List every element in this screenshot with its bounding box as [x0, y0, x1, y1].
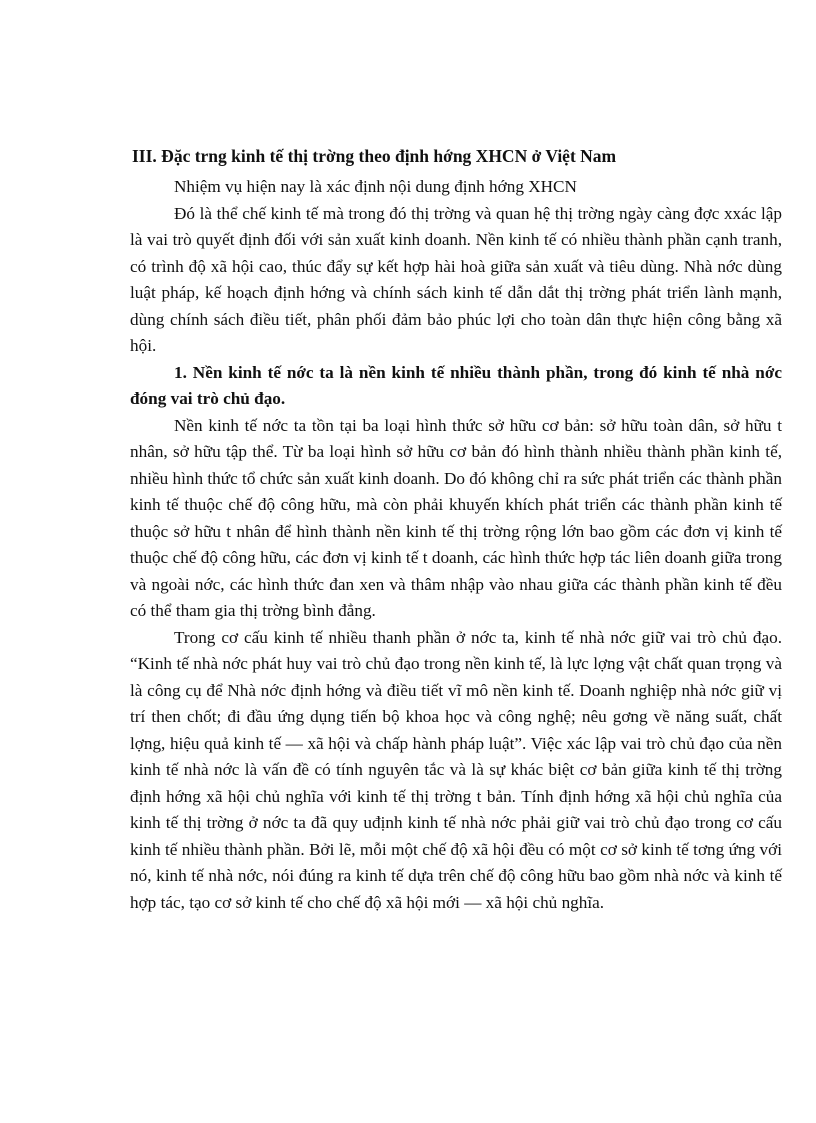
paragraph-1: Đó là thể chế kinh tế mà trong đó thị trờng và quan hệ thị trờng ngày càng đợc xxác lập là vai trò quyết định đối với sản xuất kinh doanh. Nền kinh tế có nhiều thành phần cạnh tranh, có trình độ xã hội cao, thúc đẩy sự kết hợp hài hoà giữa sản xuất và tiêu dùng. Nhà nớc dùng luật pháp, kế hoạch định hớng và chính sách kinh tế dẫn dắt thị trờng phát triển lành mạnh, dùng chính sách điều tiết, phân phối đảm bảo phúc lợi cho toàn dân thực hiện công bằng xã hội. — [130, 203, 782, 355]
section-heading: III. Đặc trng kinh tế thị trờng theo định hớng XHCN ở Việt Nam — [132, 146, 617, 166]
subheading-1: 1. Nền kinh tế nớc ta là nền kinh tế nhiều thành phần, trong đó kinh tế nhà nớc đóng vai trò chủ đạo. — [130, 362, 782, 408]
document-body — [130, 143, 782, 916]
paragraph-2: Nền kinh tế nớc ta tồn tại ba loại hình thức sở hữu cơ bản: sở hữu toàn dân, sở hữu t nhân, sở hữu tập thể. Từ ba loại hình sở hữu cơ bản đó hình thành nhiều thành phần kinh tế, nhiều hình thức tổ chức sản xuất kinh doanh. Do đó không chỉ ra sức phát triển các thành phần kinh tế thuộc chế độ công hữu, mà còn phải khuyến khích phát triển các thành phần kinh tế thuộc sở hữu t nhân để hình thành nền kinh tế thị trờng rộng lớn bao gồm các đơn vị kinh tế thuộc chế độ công hữu, các đơn vị kinh tế t doanh, các hình thức hợp tác liên doanh giữa trong và ngoài nớc, các hình thức đan xen và thâm nhập vào nhau giữa các thành phần kinh tế đều có thể tham gia thị trờng bình đẳng. — [130, 415, 782, 620]
intro-line: Nhiệm vụ hiện nay là xác định nội dung định hớng XHCN — [174, 177, 577, 196]
paragraph-3: Trong cơ cấu kinh tế nhiều thanh phần ở nớc ta, kinh tế nhà nớc giữ vai trò chủ đạo. “Kinh tế nhà nớc phát huy vai trò chủ đạo trong nền kinh tế, là lực lợng vật chất quan trọng và là công cụ để Nhà nớc định hớng và điều tiết vĩ mô nền kinh tế. Doanh nghiệp nhà nớc giữ vị trí then chốt; đi đầu ứng dụng tiến bộ khoa học và công nghệ; nêu gơng về năng suất, chất lợng, hiệu quả kinh tế — xã hội và chấp hành pháp luật”. Việc xác lập vai trò chủ đạo của nền kinh tế nhà nớc là vấn đề có tính nguyên tắc và là sự khác biệt cơ bản giữa kinh tế thị trờng định hớng xã hội chủ nghĩa với kinh tế thị trờng t bản. Tính định hớng xã hội chủ nghĩa của kinh tế thị trờng ở nớc ta đã quy uđịnh kinh tế nhà nớc phải giữ vai trò chủ đạo trong cơ cấu kinh tế nhiều thành phần. Bởi lẽ, mỗi một chế độ xã hội đều có một cơ sở kinh tế tơng ứng với nó, kinh tế nhà nớc, nói đúng ra kinh tế dựa trên chế độ công hữu bao gồm nhà nớc và kinh tế hợp tác, tạo cơ sở kinh tế cho chế độ xã hội mới — xã hội chủ nghĩa. — [130, 627, 782, 912]
